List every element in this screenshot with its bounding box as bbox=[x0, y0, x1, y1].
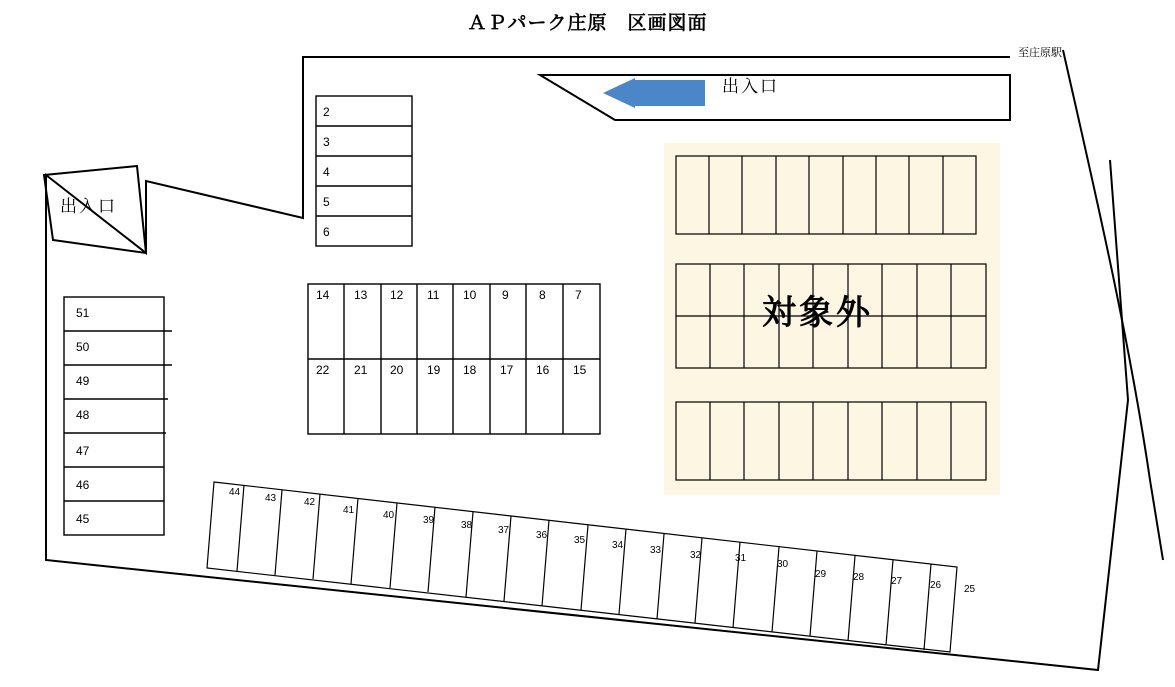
stall-label: 44 bbox=[229, 487, 241, 498]
stall-label: 47 bbox=[76, 444, 90, 458]
stall-label: 16 bbox=[536, 363, 550, 377]
stall-label: 40 bbox=[383, 510, 395, 521]
stall-label: 13 bbox=[354, 288, 368, 302]
stall-label: 26 bbox=[930, 580, 942, 591]
stall-label: 9 bbox=[502, 288, 509, 302]
stall-label: 50 bbox=[76, 340, 90, 354]
stall-label: 38 bbox=[461, 520, 473, 531]
stall-label: 5 bbox=[323, 195, 330, 209]
stall-label: 19 bbox=[427, 363, 441, 377]
entrance-label-top: 出入口 bbox=[722, 77, 779, 96]
stall-label: 33 bbox=[650, 545, 662, 556]
stall-label: 20 bbox=[390, 363, 404, 377]
stall-label: 37 bbox=[498, 525, 510, 536]
stall-label: 34 bbox=[612, 540, 624, 551]
page-title: ＡＰパーク庄原 区画図面 bbox=[467, 13, 708, 34]
stall-label: 42 bbox=[304, 497, 316, 508]
stall-label: 25 bbox=[964, 584, 976, 595]
stall-label: 7 bbox=[575, 288, 582, 302]
stall-label: 2 bbox=[323, 105, 330, 119]
stall-label: 15 bbox=[573, 363, 587, 377]
stall-label: 11 bbox=[427, 288, 440, 302]
station-direction-label: 至庄原駅 bbox=[1018, 47, 1062, 59]
stall-label: 18 bbox=[463, 363, 477, 377]
stall-label: 14 bbox=[316, 288, 330, 302]
stall-label: 39 bbox=[423, 515, 435, 526]
stall-label: 4 bbox=[323, 165, 330, 179]
stall-label: 35 bbox=[574, 535, 586, 546]
stall-label: 49 bbox=[76, 374, 90, 388]
stall-label: 12 bbox=[390, 288, 404, 302]
diagonal-row-shape bbox=[207, 482, 957, 652]
stall-label: 41 bbox=[343, 505, 355, 516]
direction-arrow bbox=[603, 78, 705, 108]
stall-label: 48 bbox=[76, 408, 90, 422]
stall-label: 32 bbox=[690, 550, 702, 561]
entrance-label-left: 出入口 bbox=[60, 197, 117, 216]
stall-label: 6 bbox=[323, 225, 330, 239]
stall-label: 51 bbox=[76, 306, 90, 320]
stall-label: 8 bbox=[539, 288, 546, 302]
stall-label: 30 bbox=[777, 559, 789, 570]
excluded-area-label: 対象外 bbox=[762, 294, 873, 332]
stall-label: 29 bbox=[815, 569, 827, 580]
stall-label: 46 bbox=[76, 478, 90, 492]
stall-label: 17 bbox=[500, 363, 514, 377]
stall-label: 31 bbox=[735, 553, 747, 564]
stall-label: 28 bbox=[853, 572, 865, 583]
stall-label: 3 bbox=[323, 135, 330, 149]
stall-label: 36 bbox=[536, 530, 548, 541]
stall-label: 10 bbox=[463, 288, 477, 302]
stall-label: 21 bbox=[354, 363, 368, 377]
stall-label: 43 bbox=[265, 493, 277, 504]
stall-label: 45 bbox=[76, 512, 90, 526]
stall-label: 27 bbox=[891, 576, 903, 587]
stall-label: 22 bbox=[316, 363, 330, 377]
